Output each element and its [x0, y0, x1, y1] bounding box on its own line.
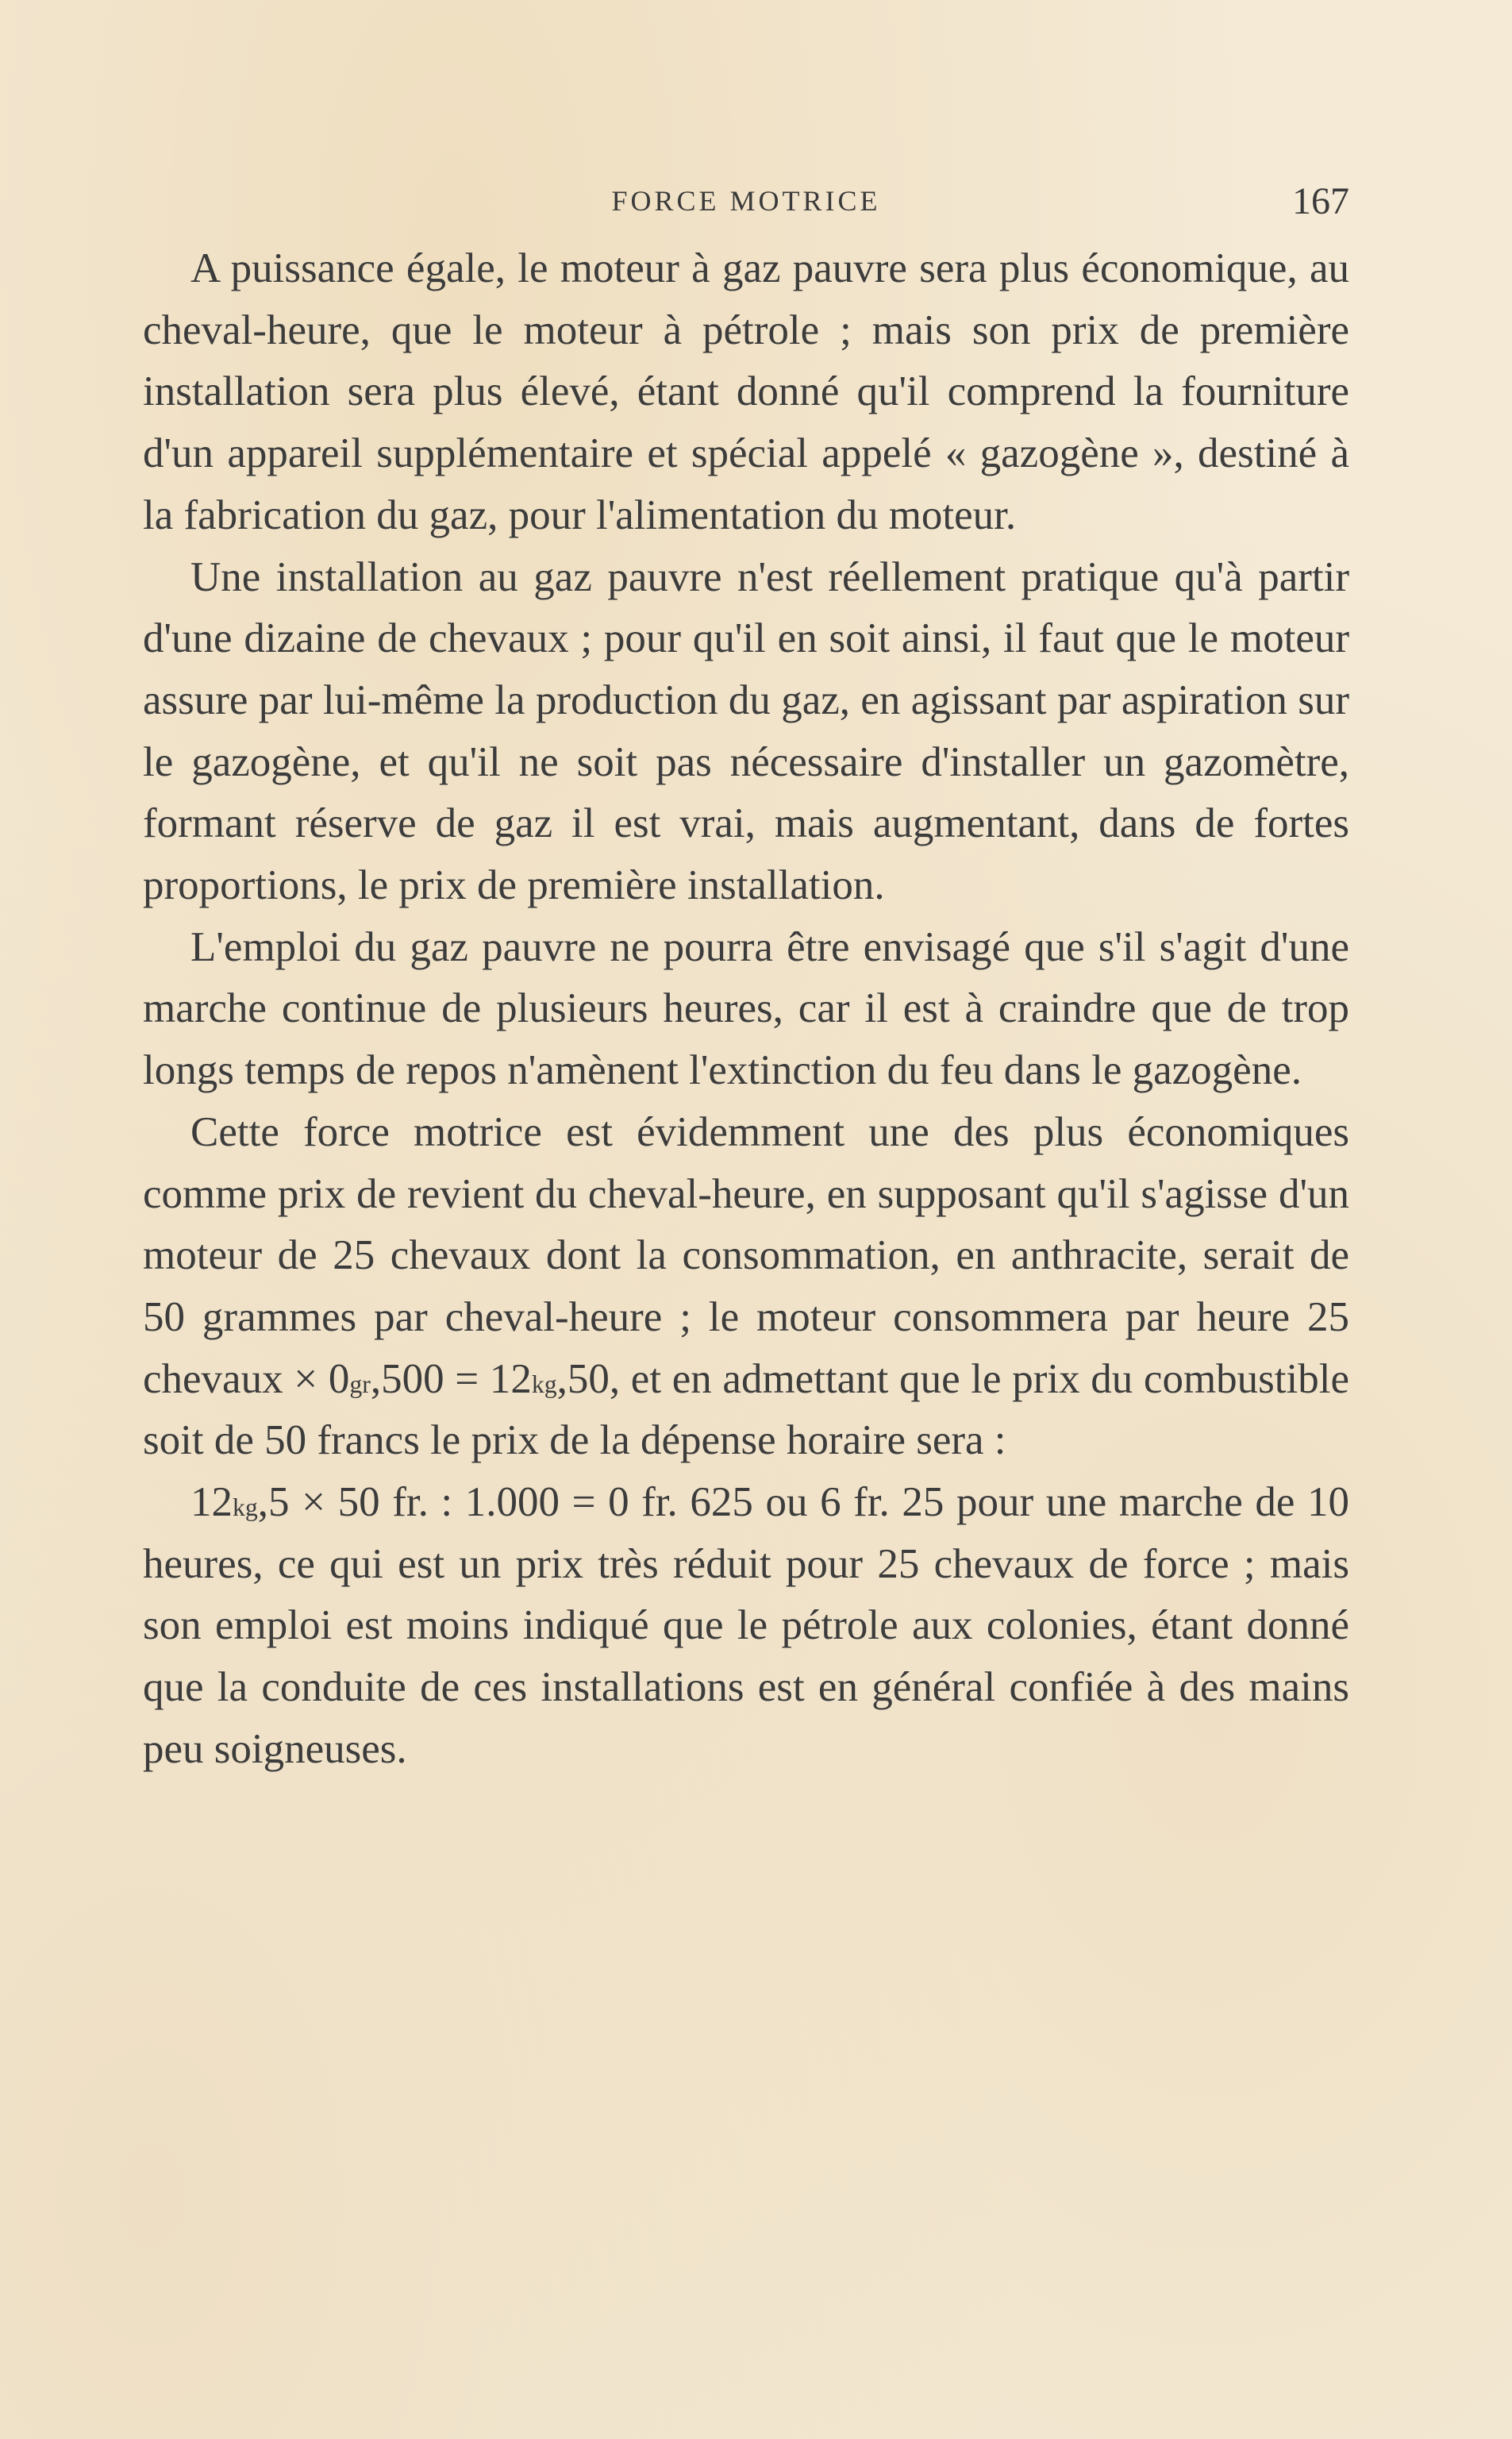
unit-kilogram-superscript: kg [233, 1493, 258, 1522]
paragraph-5-part-a: 12 [190, 1479, 233, 1526]
paragraph-2: Une installation au gaz pauvre n'est réellement pratique qu'à partir d'une dizaine de chevaux ; pour qu'il en soit ainsi, il faut que le moteur assure par lui-même la production du gaz, en agissant par aspiration sur le gazogène, et qu'il ne soit pas nécessaire d'installer un gazomètre, formant réserve de gaz il est vrai, mais augmentant, dans de fortes proportions, le prix de première installation. [143, 553, 1349, 909]
paragraph-5-part-b: ,5 × 50 fr. : 1.000 = 0 fr. 625 ou 6 fr. 25 pour une marche de 10 heures, ce qui est un prix très réduit pour 25 chevaux de force ; mais son emploi est moins indiqué que le pétrole aux colonies, étant donné que la conduite de ces installations est en général confiée à des mains peu soigneuses. [143, 1479, 1349, 1772]
paragraph-4-part-b: ,500 = 12 [370, 1355, 532, 1402]
paragraph-4 [143, 1102, 1349, 1472]
page-number: 167 [1292, 180, 1349, 222]
unit-gram-superscript: gr [349, 1370, 371, 1398]
running-title: FORCE MOTRICE [611, 185, 881, 217]
paragraph-3: L'emploi du gaz pauvre ne pourra être envisagé que s'il s'agit d'une marche continue de plusieurs heures, car il est à craindre que de trop longs temps de repos n'amènent l'extinction du feu dans le gazogène. [143, 923, 1349, 1094]
body-text [143, 238, 1349, 1781]
paragraph-4-part-c: ,50, et en admettant que le prix du combustible soit de 50 francs le prix de la dépense horaire sera : [143, 1355, 1350, 1464]
paragraph-1: A puissance égale, le moteur à gaz pauvre sera plus économique, au cheval-heure, que le moteur à pétrole ; mais son prix de première installation sera plus élevé, étant donné qu'il comprend la fourniture d'un appareil supplémentaire et spécial appelé « gazogène », destiné à la fabrication du gaz, pour l'alimentation du moteur. [143, 245, 1349, 538]
paragraph-5 [143, 1472, 1349, 1781]
page-header [143, 180, 1349, 232]
paragraph-4-part-a: Cette force motrice est évidemment une des plus économiques comme prix de revient du cheval-heure, en supposant qu'il s'agisse d'un moteur de 25 chevaux dont la consommation, en anthracite, serait de 50 grammes par cheval-heure ; le moteur consommera par heure 25 chevaux × 0 [143, 1108, 1349, 1402]
unit-kilogram-superscript: kg [531, 1370, 557, 1398]
